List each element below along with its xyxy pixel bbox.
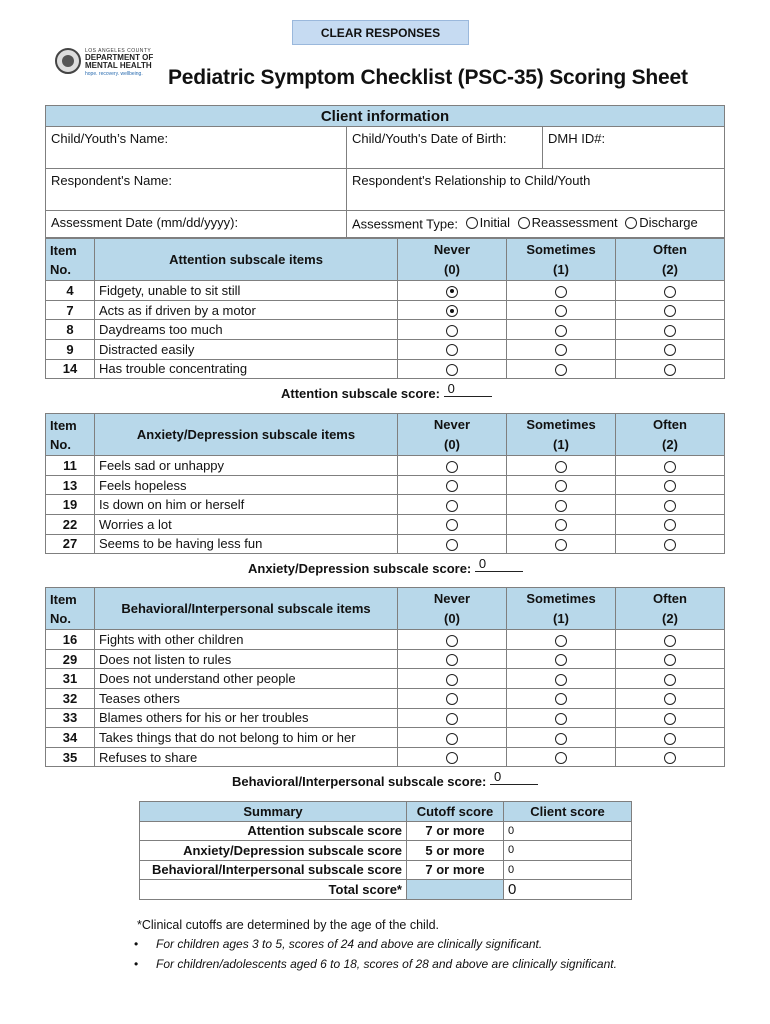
- logo-tagline: hope. recovery. wellbeing.: [85, 71, 143, 77]
- total-score-value[interactable]: 0: [504, 880, 632, 900]
- radio-sometimes[interactable]: [555, 693, 567, 705]
- radio-often[interactable]: [664, 364, 676, 376]
- assessment-type-field: Assessment Type: Initial Reassessment Discharge: [347, 211, 725, 238]
- dmh-logo: [55, 46, 165, 80]
- total-row: [140, 880, 632, 900]
- never-value-header: (0): [398, 260, 507, 281]
- never-cell: [398, 630, 507, 650]
- child-dob-field[interactable]: Child/Youth's Date of Birth:: [347, 127, 543, 169]
- clear-responses-button[interactable]: CLEAR RESPONSES: [292, 20, 469, 45]
- often-value-header: (2): [616, 609, 725, 630]
- item-no-header: Item No.: [46, 239, 95, 281]
- item-number: 34: [46, 728, 95, 748]
- radio-often[interactable]: [664, 500, 676, 512]
- item-number: 27: [46, 534, 95, 554]
- never-cell: [398, 281, 507, 301]
- often-header: Often: [616, 414, 725, 435]
- behavioral-items-table: [45, 587, 725, 767]
- sometimes-cell: [507, 475, 616, 495]
- radio-often[interactable]: [664, 693, 676, 705]
- item-number: 16: [46, 630, 95, 650]
- often-cell: [616, 669, 725, 689]
- sometimes-cell: [507, 359, 616, 379]
- never-value-header: (0): [398, 609, 507, 630]
- item-number: 14: [46, 359, 95, 379]
- item-number: 31: [46, 669, 95, 689]
- radio-sometimes[interactable]: [555, 674, 567, 686]
- sometimes-header: Sometimes: [507, 239, 616, 260]
- item-row: [46, 747, 725, 767]
- item-row: [46, 688, 725, 708]
- radio-sometimes[interactable]: [555, 500, 567, 512]
- radio-sometimes[interactable]: [555, 635, 567, 647]
- bullet-icon: •: [134, 957, 139, 971]
- client-info-table: [45, 105, 725, 238]
- summary-row: [140, 841, 632, 861]
- never-cell: [398, 728, 507, 748]
- subscale-header: Behavioral/Interpersonal subscale items: [95, 588, 398, 630]
- item-text: Refuses to share: [95, 747, 398, 767]
- often-cell: [616, 514, 725, 534]
- item-row: [46, 534, 725, 554]
- radio-often[interactable]: [664, 733, 676, 745]
- radio-never[interactable]: [446, 733, 458, 745]
- often-header: Often: [616, 588, 725, 609]
- dmh-id-field[interactable]: DMH ID#:: [543, 127, 725, 169]
- radio-never[interactable]: [446, 693, 458, 705]
- never-cell: [398, 475, 507, 495]
- item-no-header: Item No.: [46, 588, 95, 630]
- radio-often[interactable]: [664, 325, 676, 337]
- radio-initial[interactable]: [466, 217, 478, 229]
- summary-header: Summary: [140, 802, 407, 822]
- radio-never[interactable]: [446, 752, 458, 764]
- never-cell: [398, 747, 507, 767]
- anxiety-score-value[interactable]: 0: [475, 556, 523, 572]
- often-value-header: (2): [616, 260, 725, 281]
- radio-often[interactable]: [664, 480, 676, 492]
- radio-often[interactable]: [664, 635, 676, 647]
- radio-often[interactable]: [664, 305, 676, 317]
- often-cell: [616, 649, 725, 669]
- item-number: 32: [46, 688, 95, 708]
- summary-client-score[interactable]: 0: [504, 821, 632, 841]
- radio-often[interactable]: [664, 674, 676, 686]
- sometimes-cell: [507, 747, 616, 767]
- item-text: Feels sad or unhappy: [95, 456, 398, 476]
- radio-sometimes[interactable]: [555, 519, 567, 531]
- item-text: Does not listen to rules: [95, 649, 398, 669]
- radio-often[interactable]: [664, 461, 676, 473]
- radio-never[interactable]: [446, 344, 458, 356]
- sometimes-value-header: (1): [507, 260, 616, 281]
- often-cell: [616, 747, 725, 767]
- never-cell: [398, 649, 507, 669]
- radio-sometimes[interactable]: [555, 539, 567, 551]
- item-row: [46, 495, 725, 515]
- client-info-header: Client information: [46, 106, 725, 127]
- often-cell: [616, 359, 725, 379]
- sometimes-cell: [507, 534, 616, 554]
- item-row: [46, 708, 725, 728]
- assessment-type-discharge[interactable]: Discharge: [625, 215, 698, 230]
- radio-never[interactable]: [446, 713, 458, 725]
- item-row: [46, 728, 725, 748]
- item-text: Blames others for his or her troubles: [95, 708, 398, 728]
- item-number: 29: [46, 649, 95, 669]
- item-number: 22: [46, 514, 95, 534]
- item-number: 9: [46, 339, 95, 359]
- bullet-note-2: • For children/adolescents aged 6 to 18, scores of 28 and above are clinically significant.: [134, 957, 617, 971]
- child-name-field[interactable]: Child/Youth’s Name:: [46, 127, 347, 169]
- total-cutoff-empty: [407, 880, 504, 900]
- never-cell: [398, 514, 507, 534]
- radio-sometimes[interactable]: [555, 286, 567, 298]
- never-header: Never: [398, 414, 507, 435]
- respondent-relationship-field[interactable]: Respondent's Relationship to Child/Youth: [347, 169, 725, 211]
- radio-reassessment[interactable]: [518, 217, 530, 229]
- often-cell: [616, 688, 725, 708]
- often-cell: [616, 495, 725, 515]
- never-cell: [398, 320, 507, 340]
- item-row: [46, 514, 725, 534]
- sometimes-cell: [507, 708, 616, 728]
- never-cell: [398, 688, 507, 708]
- attention-score-value[interactable]: 0: [444, 381, 492, 397]
- sometimes-cell: [507, 456, 616, 476]
- item-text: Has trouble concentrating: [95, 359, 398, 379]
- radio-sometimes[interactable]: [555, 325, 567, 337]
- item-text: Daydreams too much: [95, 320, 398, 340]
- item-text: Distracted easily: [95, 339, 398, 359]
- assessment-date-field[interactable]: Assessment Date (mm/dd/yyyy):: [46, 211, 347, 238]
- radio-never[interactable]: [446, 654, 458, 666]
- never-cell: [398, 300, 507, 320]
- sometimes-cell: [507, 339, 616, 359]
- never-cell: [398, 456, 507, 476]
- item-number: 11: [46, 456, 95, 476]
- radio-never[interactable]: [446, 305, 458, 317]
- item-text: Seems to be having less fun: [95, 534, 398, 554]
- sometimes-cell: [507, 281, 616, 301]
- summary-client-score[interactable]: 0: [504, 841, 632, 861]
- sometimes-cell: [507, 514, 616, 534]
- radio-sometimes[interactable]: [555, 752, 567, 764]
- never-header: Never: [398, 588, 507, 609]
- summary-client-score[interactable]: 0: [504, 860, 632, 880]
- sometimes-cell: [507, 320, 616, 340]
- radio-often[interactable]: [664, 539, 676, 551]
- cutoff-note: *Clinical cutoffs are determined by the age of the child.: [137, 918, 440, 932]
- sometimes-value-header: (1): [507, 609, 616, 630]
- item-text: Teases others: [95, 688, 398, 708]
- never-cell: [398, 708, 507, 728]
- anxiety-items-table: [45, 413, 725, 554]
- item-text: Fights with other children: [95, 630, 398, 650]
- assessment-type-initial[interactable]: Initial: [466, 215, 510, 230]
- item-row: [46, 456, 725, 476]
- radio-often[interactable]: [664, 286, 676, 298]
- total-score-label: Total score*: [140, 880, 407, 900]
- often-cell: [616, 300, 725, 320]
- client-score-header: Client score: [504, 802, 632, 822]
- item-number: 13: [46, 475, 95, 495]
- sometimes-cell: [507, 630, 616, 650]
- sometimes-value-header: (1): [507, 435, 616, 456]
- never-header: Never: [398, 239, 507, 260]
- radio-never[interactable]: [446, 519, 458, 531]
- radio-sometimes[interactable]: [555, 654, 567, 666]
- sometimes-cell: [507, 495, 616, 515]
- radio-often[interactable]: [664, 713, 676, 725]
- item-number: 8: [46, 320, 95, 340]
- bullet-icon: •: [134, 937, 139, 951]
- sometimes-cell: [507, 688, 616, 708]
- sometimes-cell: [507, 669, 616, 689]
- radio-sometimes[interactable]: [555, 364, 567, 376]
- page-title: Pediatric Symptom Checklist (PSC-35) Scoring Sheet: [168, 66, 688, 89]
- never-cell: [398, 339, 507, 359]
- summary-table: [139, 801, 632, 900]
- radio-never[interactable]: [446, 480, 458, 492]
- often-cell: [616, 339, 725, 359]
- radio-never[interactable]: [446, 461, 458, 473]
- radio-sometimes[interactable]: [555, 305, 567, 317]
- radio-sometimes[interactable]: [555, 480, 567, 492]
- radio-sometimes[interactable]: [555, 461, 567, 473]
- sometimes-cell: [507, 300, 616, 320]
- county-seal-icon: [55, 48, 81, 74]
- radio-never[interactable]: [446, 286, 458, 298]
- item-row: [46, 359, 725, 379]
- behavioral-score-line: Behavioral/Interpersonal subscale score: 0: [232, 774, 538, 790]
- summary-label: Anxiety/Depression subscale score: [140, 841, 407, 861]
- sometimes-cell: [507, 728, 616, 748]
- attention-score-line: Attention subscale score: 0: [281, 386, 492, 402]
- often-cell: [616, 708, 725, 728]
- item-text: Does not understand other people: [95, 669, 398, 689]
- radio-sometimes[interactable]: [555, 344, 567, 356]
- subscale-header: Anxiety/Depression subscale items: [95, 414, 398, 456]
- often-cell: [616, 728, 725, 748]
- item-text: Acts as if driven by a motor: [95, 300, 398, 320]
- radio-never[interactable]: [446, 635, 458, 647]
- item-number: 35: [46, 747, 95, 767]
- radio-often[interactable]: [664, 519, 676, 531]
- often-cell: [616, 281, 725, 301]
- radio-never[interactable]: [446, 539, 458, 551]
- summary-cutoff: 7 or more: [407, 860, 504, 880]
- item-text: Takes things that do not belong to him or her: [95, 728, 398, 748]
- summary-cutoff: 5 or more: [407, 841, 504, 861]
- often-cell: [616, 320, 725, 340]
- radio-sometimes[interactable]: [555, 733, 567, 745]
- never-value-header: (0): [398, 435, 507, 456]
- never-cell: [398, 669, 507, 689]
- bullet-note-1: • For children ages 3 to 5, scores of 24 and above are clinically significant.: [134, 937, 543, 951]
- often-value-header: (2): [616, 435, 725, 456]
- radio-never[interactable]: [446, 364, 458, 376]
- item-row: [46, 300, 725, 320]
- item-row: [46, 339, 725, 359]
- item-text: Worries a lot: [95, 514, 398, 534]
- attention-items-table: [45, 238, 725, 379]
- sometimes-header: Sometimes: [507, 414, 616, 435]
- often-cell: [616, 475, 725, 495]
- never-cell: [398, 359, 507, 379]
- item-row: [46, 475, 725, 495]
- item-row: [46, 281, 725, 301]
- radio-often[interactable]: [664, 752, 676, 764]
- logo-line1: LOS ANGELES COUNTY: [85, 48, 152, 54]
- summary-label: Attention subscale score: [140, 821, 407, 841]
- radio-never[interactable]: [446, 500, 458, 512]
- item-number: 33: [46, 708, 95, 728]
- assessment-type-reassessment[interactable]: Reassessment: [518, 215, 618, 230]
- sometimes-cell: [507, 649, 616, 669]
- subscale-header: Attention subscale items: [95, 239, 398, 281]
- item-row: [46, 320, 725, 340]
- respondent-name-field[interactable]: Respondent's Name:: [46, 169, 347, 211]
- item-text: Feels hopeless: [95, 475, 398, 495]
- radio-often[interactable]: [664, 654, 676, 666]
- radio-often[interactable]: [664, 344, 676, 356]
- often-cell: [616, 456, 725, 476]
- summary-cutoff: 7 or more: [407, 821, 504, 841]
- summary-row: [140, 860, 632, 880]
- item-row: [46, 669, 725, 689]
- item-number: 4: [46, 281, 95, 301]
- radio-discharge[interactable]: [625, 217, 637, 229]
- item-text: Fidgety, unable to sit still: [95, 281, 398, 301]
- item-row: [46, 649, 725, 669]
- never-cell: [398, 534, 507, 554]
- summary-label: Behavioral/Interpersonal subscale score: [140, 860, 407, 880]
- often-cell: [616, 534, 725, 554]
- behavioral-score-value[interactable]: 0: [490, 769, 538, 785]
- often-cell: [616, 630, 725, 650]
- item-number: 7: [46, 300, 95, 320]
- item-no-header: Item No.: [46, 414, 95, 456]
- anxiety-score-line: Anxiety/Depression subscale score: 0: [248, 561, 523, 577]
- often-header: Often: [616, 239, 725, 260]
- logo-name: DEPARTMENT OF MENTAL HEALTH: [85, 53, 154, 70]
- item-text: Is down on him or herself: [95, 495, 398, 515]
- radio-never[interactable]: [446, 674, 458, 686]
- radio-never[interactable]: [446, 325, 458, 337]
- cutoff-header: Cutoff score: [407, 802, 504, 822]
- summary-row: [140, 821, 632, 841]
- item-number: 19: [46, 495, 95, 515]
- sometimes-header: Sometimes: [507, 588, 616, 609]
- never-cell: [398, 495, 507, 515]
- radio-sometimes[interactable]: [555, 713, 567, 725]
- item-row: [46, 630, 725, 650]
